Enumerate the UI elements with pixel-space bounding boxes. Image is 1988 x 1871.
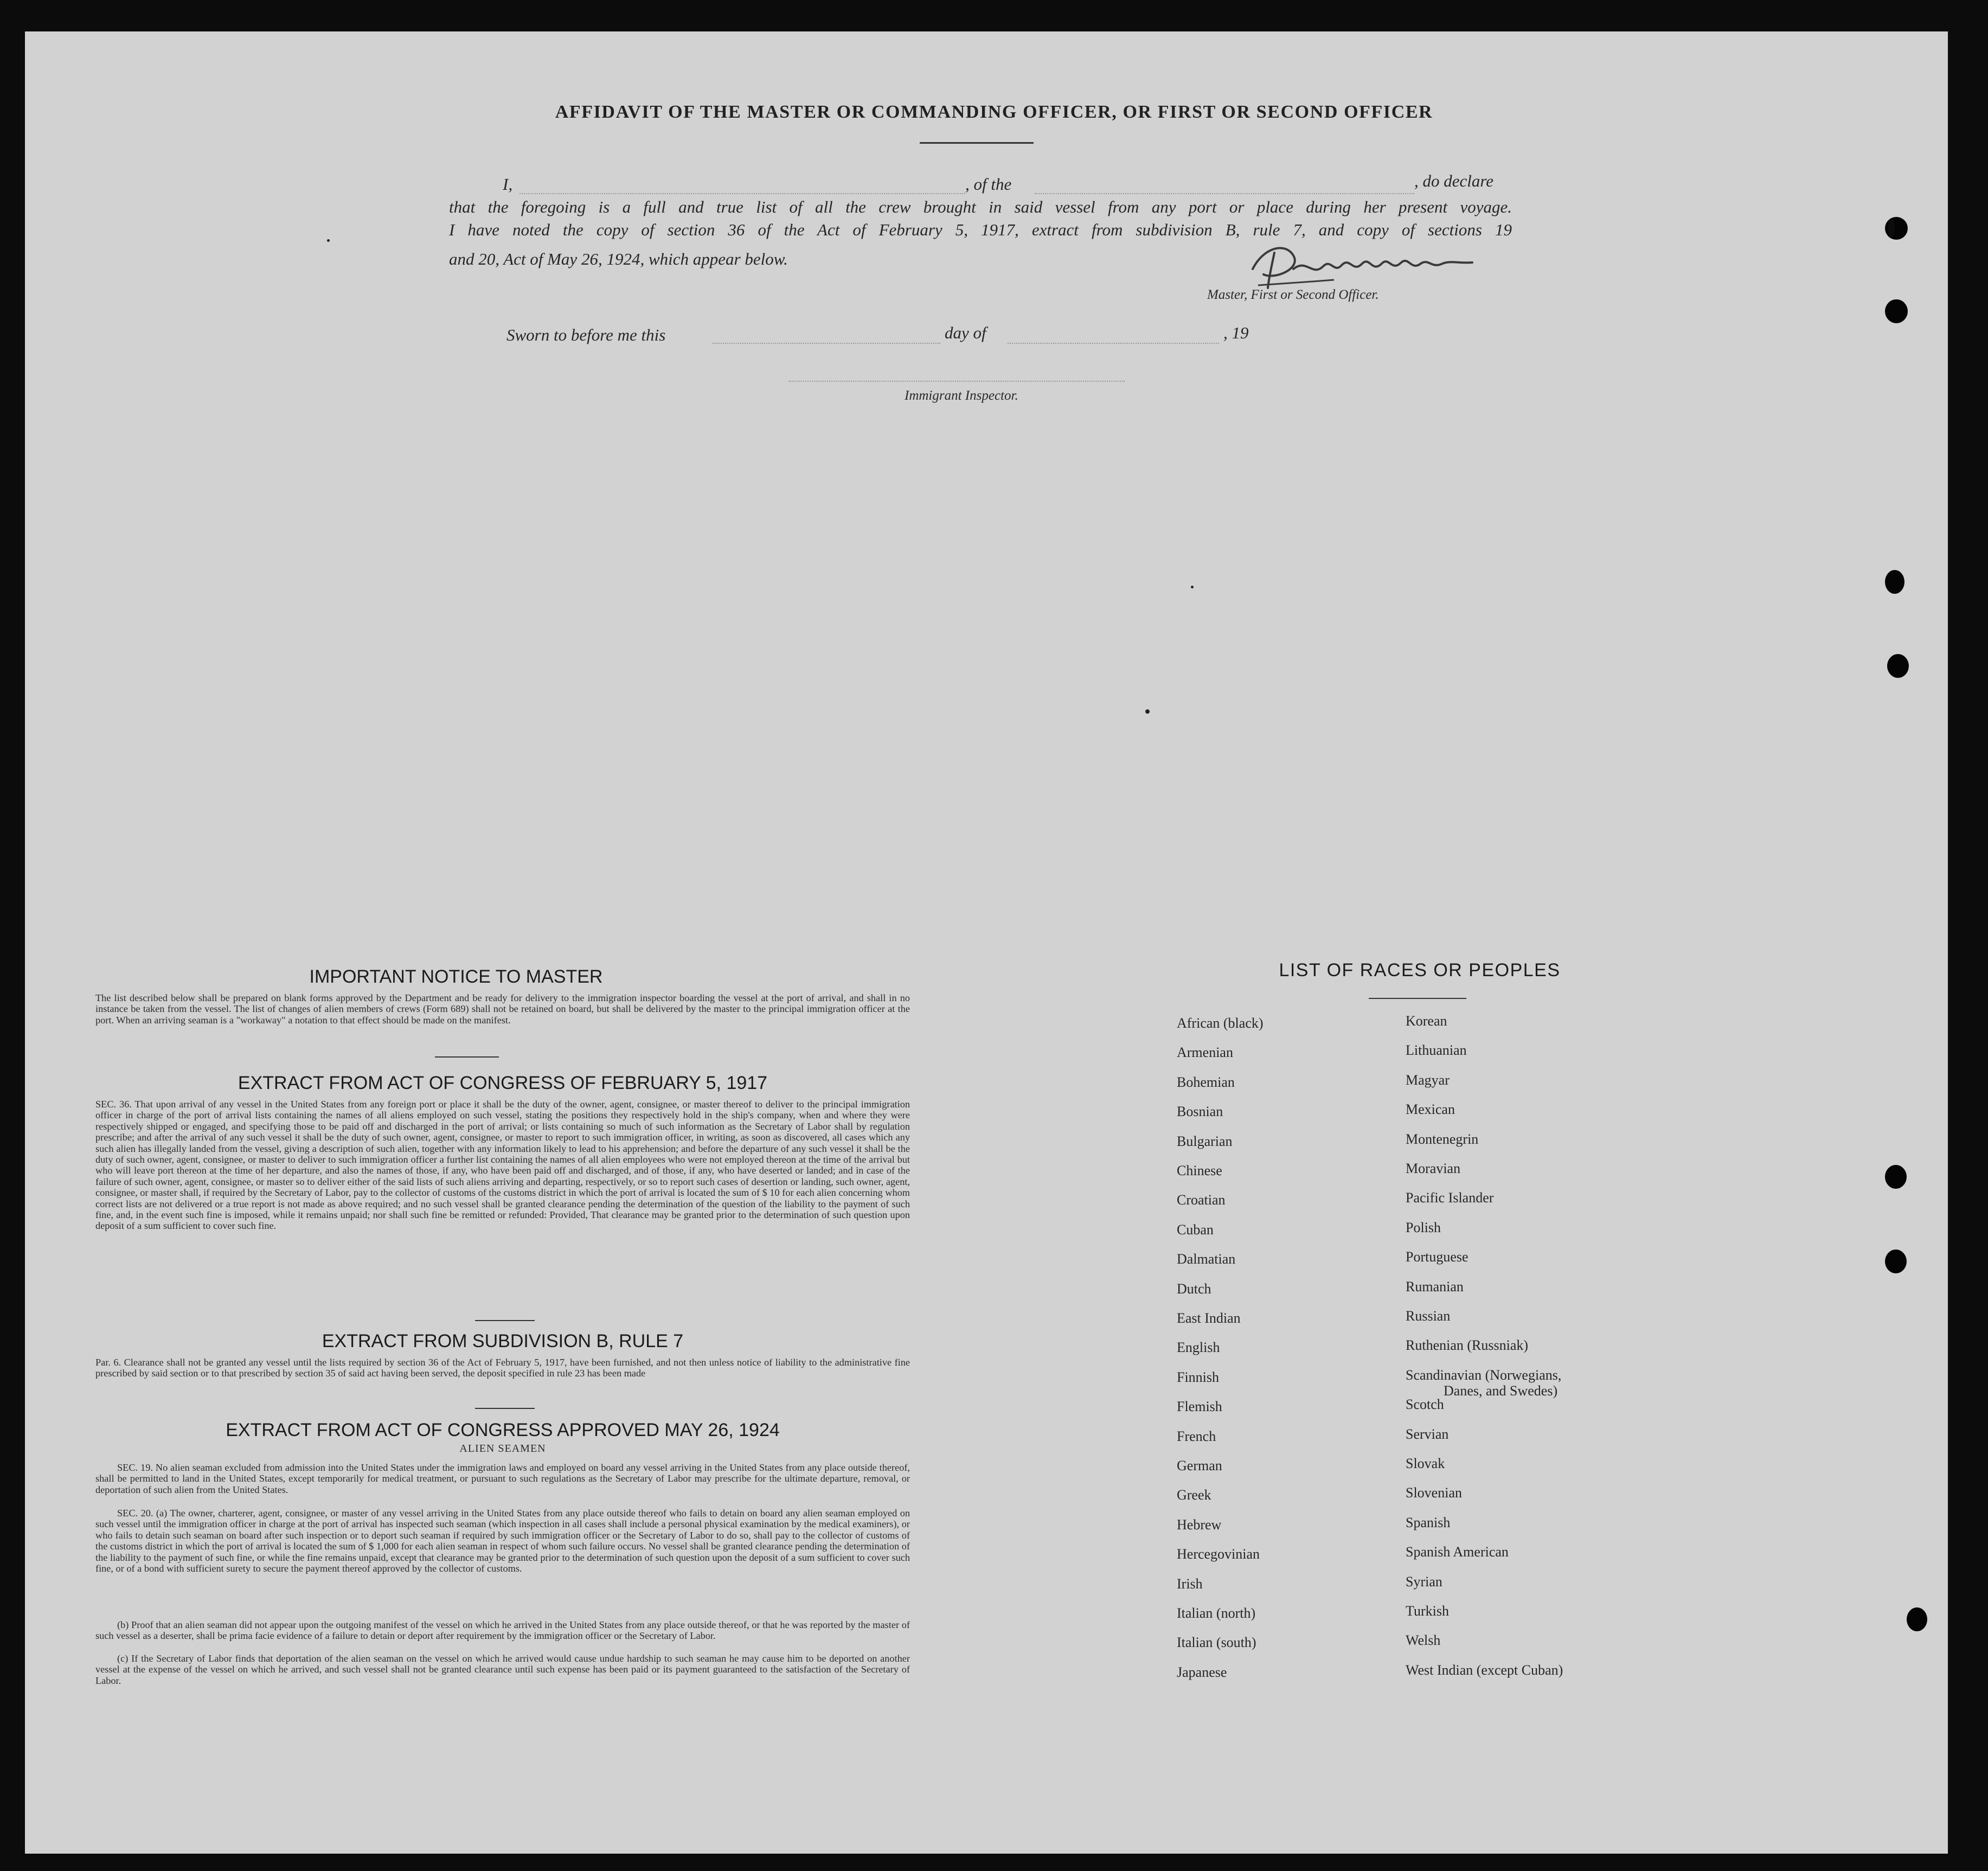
race-item: Dalmatian: [1177, 1251, 1236, 1267]
race-item: Dutch: [1177, 1280, 1211, 1297]
race-item: Mexican: [1406, 1101, 1455, 1118]
extract-1924-sec20a: SEC. 20. (a) The owner, charterer, agent, consignee, or master of any vessel arriving in the United States from any place outside thereof who fails to detain on board any alien seaman employed on such vessel until the immigration officer in charge at the port of arrival has inspected such seaman (which inspection in all cases shall include a personal physical examination by the medical examiners), or who fails to detain such seaman on board after such inspection or to deport such seaman if required by such immigration officer or the Secretary of Labor to do so, shall pay to the collector of customs of the customs district in which the port of arrival is located the sum of $ 1,000 for each alien seaman in respect of whom such failure occurs. No vessel shall be granted clearance pending the determination of the liability to the payment of such fine, or while the fine remains unpaid, except that clearance may be granted prior to the determination of such question upon the deposit of a sum sufficient to cover such fine, or of a bond with sufficient surety to secure the payment thereof approved by the collector of customs.: [95, 1508, 910, 1574]
notice-heading: IMPORTANT NOTICE TO MASTER: [309, 966, 603, 987]
race-item: East Indian: [1177, 1310, 1241, 1326]
sworn-prefix: Sworn to before me this: [506, 325, 666, 344]
section-rule: [475, 1408, 535, 1409]
declaration-line-2: that the foregoing is a full and true list of all the crew brought in said vessel from any port or place during her present voyage.: [449, 197, 1512, 216]
affidavit-i: I,: [503, 175, 513, 194]
race-item: Croatian: [1177, 1192, 1226, 1208]
race-item: Chinese: [1177, 1163, 1222, 1178]
section-rule: [475, 1320, 535, 1321]
race-item: Portuguese: [1406, 1249, 1468, 1265]
race-item: Scandinavian (Norwegians,: [1406, 1367, 1562, 1383]
affidavit-declare: , do declare: [1414, 171, 1494, 190]
sworn-month-field[interactable]: [1008, 343, 1219, 344]
race-item: Spanish American: [1406, 1544, 1509, 1560]
extract-1924-sec19: SEC. 19. No alien seaman excluded from admission into the United States under the immigration laws and employed on board any vessel arriving in the United States from any place outside thereof, shall be permitted to land in the United States, except temporarily for medical treatment, or pursuant to such regulations as the Secretary of Labor may prescribe for the ultimate departure, removal, or deportation of such alien from the United States.: [95, 1462, 910, 1495]
race-item: Japanese: [1177, 1664, 1227, 1680]
signature-caption: Master, First or Second Officer.: [1207, 287, 1379, 302]
race-item: Hebrew: [1177, 1516, 1222, 1533]
race-item: Welsh: [1406, 1632, 1441, 1649]
extract-1924-sec20c: (c) If the Secretary of Labor finds that deportation of the alien seaman on the vessel on which he arrived would cause undue hardship to such seaman he may cause him to be deported on another vessel at the expense of the vessel on which he arrived, and such vessel shall not be granted clearance until such expense has been paid or its payment guaranteed to the satisfaction of the Secretary of Labor.: [95, 1653, 910, 1686]
sworn-day-of: day of: [945, 323, 986, 342]
inspector-signature-field[interactable]: [788, 381, 1125, 382]
punch-hole: [1885, 570, 1904, 594]
races-rule: [1369, 998, 1466, 999]
extract-1924-subheading: ALIEN SEAMEN: [459, 1443, 546, 1454]
race-item: Slovenian: [1406, 1485, 1462, 1501]
master-name-field[interactable]: [520, 193, 965, 194]
title-rule: [920, 142, 1034, 144]
race-item: Pacific Islander: [1406, 1190, 1494, 1206]
extract-1924-heading: EXTRACT FROM ACT OF CONGRESS APPROVED MAY 26, 1924: [226, 1420, 780, 1440]
race-item: German: [1177, 1458, 1222, 1473]
inspector-caption: Immigrant Inspector.: [905, 388, 1018, 403]
race-item: Rumanian: [1406, 1278, 1464, 1295]
declaration-line-4: and 20, Act of May 26, 1924, which appear below.: [449, 249, 788, 268]
race-item: Magyar: [1406, 1072, 1450, 1088]
race-item: Moravian: [1406, 1161, 1461, 1176]
race-item: African (black): [1177, 1015, 1264, 1031]
race-item: Hercegovinian: [1177, 1546, 1260, 1562]
sworn-day-field[interactable]: [713, 343, 940, 344]
speck: [327, 239, 330, 242]
race-item: Irish: [1177, 1575, 1203, 1592]
race-item: Russian: [1406, 1308, 1451, 1324]
affidavit-title: AFFIDAVIT OF THE MASTER OR COMMANDING OFFICER, OR FIRST OR SECOND OFFICER: [555, 102, 1433, 122]
extract-rule7-body: Par. 6. Clearance shall not be granted any vessel until the lists required by section 36 of the Act of February 5, 1917, have been furnished, and not then unless notice of liability to the administrative fine prescribed by said section or to that prescribed by section 35 of said act having been served, the deposit specified in rule 23 has been made: [95, 1357, 910, 1379]
race-item: Korean: [1406, 1013, 1447, 1029]
race-item: Polish: [1406, 1219, 1441, 1235]
race-item: Syrian: [1406, 1573, 1442, 1590]
race-item: Bulgarian: [1177, 1133, 1233, 1149]
punch-hole: [1887, 654, 1909, 678]
race-item: Italian (south): [1177, 1635, 1256, 1651]
race-item: Servian: [1406, 1426, 1449, 1442]
punch-hole: [1885, 1165, 1907, 1189]
race-item: Lithuanian: [1406, 1042, 1467, 1059]
race-item: Bosnian: [1177, 1104, 1223, 1120]
race-item-continuation: Danes, and Swedes): [1444, 1383, 1558, 1399]
races-heading: LIST OF RACES OR PEOPLES: [1279, 960, 1561, 981]
race-item: English: [1177, 1340, 1220, 1356]
race-item: Ruthenian (Russniak): [1406, 1337, 1529, 1354]
extract-1917-body: SEC. 36. That upon arrival of any vessel in the United States from any foreign port or place it shall be the duty of the owner, agent, consignee, or master thereof to deliver to the principal immigration officer in charge of the port of arrival lists containing the names of all aliens employed on such vessel, stating the positions they respectively hold in the ship's company, when and where they were respectively shipped or engaged, and specifying those to be paid off and discharged in the port of arrival; or lists containing so much of such information as the Secretary of Labor shall by regulation prescribe; and after the arrival of any such vessel it shall be the duty of such owner, agent, consignee, or master to report to such immigration officer, in writing, as soon as discovered, all cases which any such alien has illegally landed from the vessel, giving a description of such alien, together with any information likely to lead to his apprehension; and before the departure of any such vessel it shall be the duty of such owner, agent, consignee, or master to deliver to such immigration officer a further list containing the names of all alien employees who were not employed thereon at the time of the arrival but who will leave port thereon at the time of her departure, and also the names of those, if any, who have been paid off and discharged, and of those, if any, who have deserted or landed; and in case of the failure of such owner, agent, consignee, or master so to deliver either of the said lists of such aliens arriving and departing, respectively, or so to report such cases of desertion or landing, such owner, agent, consignee, or master shall, if required by the Secretary of Labor, pay to the collector of customs of the customs district in which the port of arrival is located the sum of $ 10 for each alien concerning whom correct lists are not delivered or a true report is not made as above required; and no such vessel shall be granted clearance pending the determination of the question of the liability to the payment of such fine, and, in the event such fine is imposed, while it remains unpaid; nor shall such fine be remitted or refunded: Provided, That clearance may be granted prior to the determination of such question upon deposit of a sum sufficient to cover such fine.: [95, 1099, 910, 1232]
race-item: Montenegrin: [1406, 1131, 1479, 1147]
sworn-year: , 19: [1223, 323, 1249, 342]
speck: [1145, 709, 1150, 714]
vessel-name-field[interactable]: [1035, 193, 1414, 194]
race-item: Greek: [1177, 1487, 1211, 1503]
race-item: Bohemian: [1177, 1074, 1235, 1090]
punch-hole: [1885, 299, 1908, 323]
notice-body: The list described below shall be prepared on blank forms approved by the Department and be ready for delivery to the immigration inspector boarding the vessel at the port of arrival, and shall in no instance be taken from the vessel. The list of changes of alien members of crews (Form 689) shall not be retained on board, but shall be delivered by the master to the principal immigration officer at the port. When an arriving seaman is a "workaway" a notation to that effect should be made on the manifest.: [95, 992, 910, 1026]
race-item: Scotch: [1406, 1396, 1444, 1413]
race-item: Cuban: [1177, 1221, 1214, 1238]
race-item: West Indian (except Cuban): [1406, 1662, 1563, 1678]
extract-1924-sec20b: (b) Proof that an alien seaman did not appear upon the outgoing manifest of the vessel on which he arrived in the United States from any place outside thereof, or that he was reported by the master of such vessel as a deserter, shall be prima facie evidence of a failure to detain or deport after requirement by the immigration officer or the Secretary of Labor.: [95, 1619, 910, 1642]
speck: [1191, 586, 1194, 588]
race-item: Finnish: [1177, 1369, 1220, 1385]
race-item: Italian (north): [1177, 1605, 1256, 1621]
race-item: Spanish: [1406, 1514, 1451, 1530]
race-item: Armenian: [1177, 1045, 1233, 1061]
race-item: French: [1177, 1428, 1216, 1444]
race-item: Flemish: [1177, 1399, 1222, 1415]
punch-hole: [1888, 218, 1895, 238]
form-sheet: [25, 31, 1948, 1854]
affidavit-of-the: , of the: [965, 175, 1012, 194]
race-item: Turkish: [1406, 1603, 1449, 1619]
punch-hole: [1907, 1607, 1927, 1631]
section-rule: [435, 1056, 499, 1058]
race-item: Slovak: [1406, 1456, 1445, 1471]
punch-hole: [1885, 1250, 1907, 1273]
declaration-line-3: I have noted the copy of section 36 of the Act of February 5, 1917, extract from subdivision B, rule 7, and copy of sections 19: [449, 220, 1512, 239]
extract-1917-heading: EXTRACT FROM ACT OF CONGRESS OF FEBRUARY 5, 1917: [238, 1073, 768, 1093]
extract-rule7-heading: EXTRACT FROM SUBDIVISION B, RULE 7: [322, 1331, 684, 1351]
